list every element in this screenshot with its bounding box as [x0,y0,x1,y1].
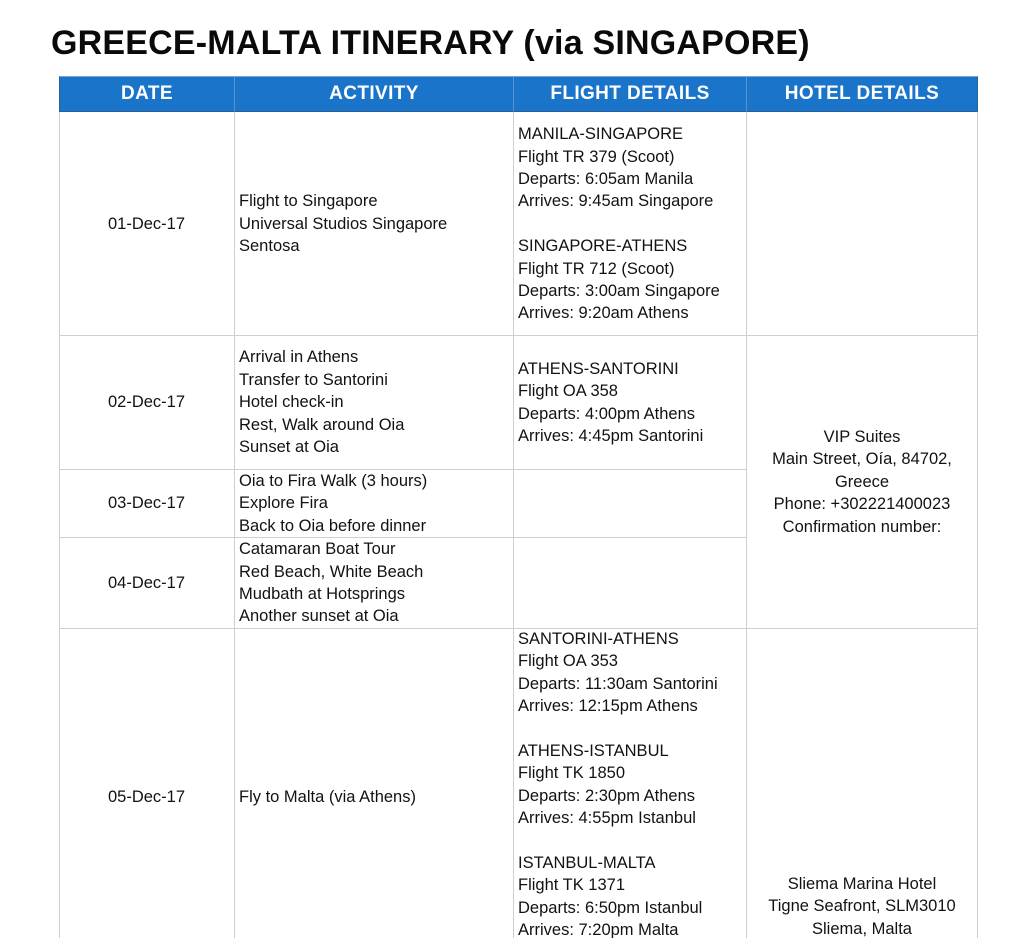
activity-line: Universal Studios Singapore [239,214,448,233]
hotel-name: Sliema Marina Hotel [787,875,937,893]
hotel-confirmation: Confirmation number: [782,517,942,536]
table-row-date [59,336,234,469]
date-text: 03-Dec-17 [107,494,186,513]
activity-line: Fly to Malta (via Athens) [239,787,416,806]
flight-number: Flight TR 712 (Scoot) [518,259,675,278]
activity-line: Back to Oia before dinner [239,516,427,535]
flight-departs: Departs: 6:50pm Istanbul [518,898,703,917]
flight-departs: Departs: 4:00pm Athens [518,404,696,423]
date-text: 01-Dec-17 [107,214,186,233]
date-text: 05-Dec-17 [107,787,186,806]
table-row-activity [234,470,513,537]
itinerary-table [59,76,978,938]
flight-arrives: Arrives: 9:45am Singapore [518,192,714,211]
activity-line: Arrival in Athens [239,348,359,367]
flight-number: Flight OA 358 [518,382,618,401]
activity-line: Transfer to Santorini [239,370,388,389]
flight-route: ISTANBUL-MALTA [518,854,656,873]
activity-line: Mudbath at Hotsprings [239,585,406,603]
hotel-address: Main Street, Oía, 84702, [772,450,952,469]
activity-line: Sentosa [239,237,300,256]
flight-arrives: Arrives: 9:20am Athens [518,304,689,323]
flight-arrives: Arrives: 4:45pm Santorini [518,427,704,446]
flight-number: Flight TK 1850 [518,764,626,783]
flight-route: MANILA-SINGAPORE [518,125,684,144]
flight-number: Flight OA 353 [518,652,618,671]
hotel-country: Greece [834,472,890,491]
header-activity: ACTIVITY [234,76,513,112]
flight-route: ATHENS-SANTORINI [518,360,679,378]
flight-departs: Departs: 11:30am Santorini [518,674,718,693]
activity-line: Sunset at Oia [239,438,339,457]
flight-route: SINGAPORE-ATHENS [518,237,688,256]
table-row-date [59,113,234,335]
flight-route: ATHENS-ISTANBUL [518,742,669,761]
table-row-activity [234,336,513,469]
activity-line: Catamaran Boat Tour [239,540,396,559]
flight-number: Flight TK 1371 [518,876,626,895]
hotel-phone: Phone: +302221400023 [773,495,951,514]
page-title: GREECE-MALTA ITINERARY (via SINGAPORE) [51,24,810,62]
hotel-city: Sliema, Malta [812,919,912,938]
flight-arrives: Arrives: 4:55pm Istanbul [518,809,696,828]
table-row-date [59,538,234,628]
date-text: 02-Dec-17 [107,393,186,412]
table-row-date [59,629,234,938]
table-row-activity [234,538,513,628]
activity-line: Hotel check-in [239,393,344,412]
activity-line: Explore Fira [239,494,328,513]
table-row-flight [513,113,746,335]
activity-line: Rest, Walk around Oia [239,415,405,434]
table-row-flight [513,358,746,468]
table-row-flight [513,628,746,938]
flight-arrives: Arrives: 12:15pm Athens [518,697,698,716]
flight-departs: Departs: 6:05am Manila [518,169,694,188]
table-row-activity [234,629,513,938]
flight-departs: Departs: 2:30pm Athens [518,786,696,805]
flight-departs: Departs: 3:00am Singapore [518,282,720,300]
activity-line: Red Beach, White Beach [239,562,424,581]
hotel-details-santorini [746,336,978,628]
flight-arrives: Arrives: 7:20pm Malta [518,921,679,938]
header-hotel-details: HOTEL DETAILS [746,76,978,112]
activity-line: Oia to Fira Walk (3 hours) [239,471,428,490]
activity-line: Flight to Singapore [239,192,378,211]
header-flight-details: FLIGHT DETAILS [513,76,746,112]
hotel-name: VIP Suites [823,427,901,446]
date-text: 04-Dec-17 [107,573,186,592]
hotel-address: Tigne Seafront, SLM3010 [768,897,956,916]
table-row-activity [234,113,513,335]
flight-number: Flight TR 379 (Scoot) [518,147,675,166]
header-date: DATE [59,76,234,112]
table-row-date [59,470,234,537]
flight-route: SANTORINI-ATHENS [518,630,679,648]
activity-line: Another sunset at Oia [239,607,399,626]
hotel-details-malta [746,873,978,938]
